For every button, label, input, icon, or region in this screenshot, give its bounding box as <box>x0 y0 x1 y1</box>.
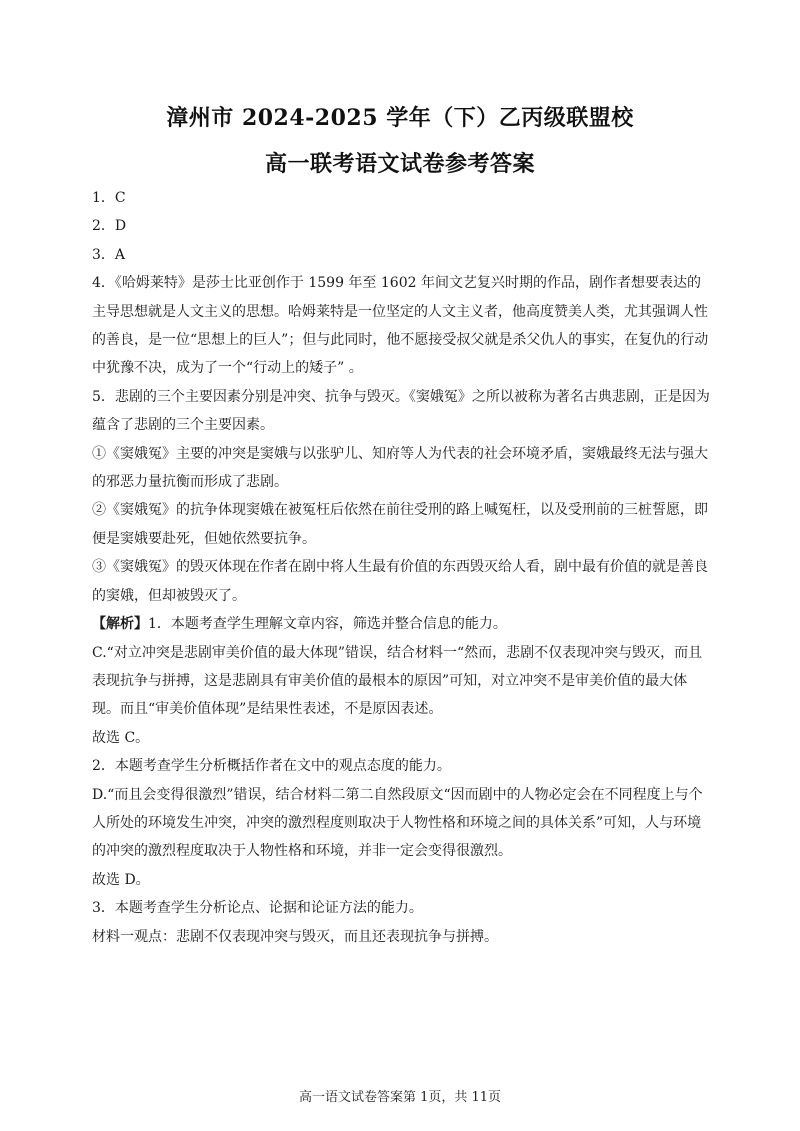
answer-4: 4．《哈姆莱特》是莎士比亚创作于 1599 年至 1602 年间文艺复兴时期的作品，剧作者想要表达的主导思想就是人文主义的思想。哈姆莱特是一位坚定的人文主义者，他高度赞美人类，尤其强调人性的善良，是一位“思想上的巨人”；但与此同时，他不愿接受叔父就是杀父仇人的事实，在复仇的行动中犹豫不决，成为了一个“行动上的矮子” 。 <box>92 275 709 377</box>
answer-3: 3．A <box>92 246 126 263</box>
analysis-1-heading <box>92 610 712 638</box>
analysis-3-heading: 3．本题考查学生分析论点、论据和论证方法的能力。 <box>92 900 423 917</box>
page-title-line1: 漳州市 2024-2025 学年（下）乙丙级联盟校 <box>166 105 634 131</box>
analysis-2-body: D.“而且会变得很激烈”错误，结合材料二第二自然段原文“因而剧中的人物必定会在不同程度上与个人所处的环境发生冲突，冲突的激烈程度则取决于人物性格和环境之间的具体关系”可知，人与环境的冲突的激烈程度取决于人物性格和环境，并非一定会变得很激烈。 <box>92 786 703 860</box>
analysis-3-body: 材料一观点：悲剧不仅表现冲突与毁灭，而且还表现抗争与拼搏。 <box>92 928 498 945</box>
answer-5-intro: 5．悲剧的三个主要因素分别是冲突、抗争与毁灭。《窦娥冤》之所以被称为著名古典悲剧，正是因为蕴含了悲剧的三个主要因素。 <box>92 388 710 434</box>
answer-5-point-2: ②《窦娥冤》的抗争体现窦娥在被冤枉后依然在前往受刑的路上喊冤枉，以及受刑前的三桩誓愿，即便是窦娥要赴死，但她依然要抗争。 <box>92 502 708 547</box>
answer-1: 1．C <box>92 190 126 206</box>
analysis-tag: 【解析】 <box>92 616 148 633</box>
analysis-2-heading: 2．本题考查学生分析概括作者在文中的观点态度的能力。 <box>92 758 451 775</box>
analysis-2-choice: 故选 D。 <box>92 871 150 888</box>
analysis-1-heading-text: 1．本题考查学生理解文章内容，筛选并整合信息的能力。 <box>148 616 507 633</box>
analysis-1-body: C.“对立冲突是悲剧审美价值的最大体现”错误，结合材料一“然而，悲剧不仅表现冲突与毁灭，而且表现抗争与拼搏，这是悲剧具有审美价值的最根本的原因”可知，对立冲突不是审美价值的最大体现。而且“审美价值体现”是结果性表述，不是原因表述。 <box>92 644 703 718</box>
answer-2: 2．D <box>92 218 127 235</box>
page-footer: 高一语文试卷答案第 1页，共 11页 <box>298 1090 502 1105</box>
page-title-line2: 高一联考语文试卷参考答案 <box>264 151 535 177</box>
analysis-1-choice: 故选 C。 <box>92 729 150 746</box>
answer-content <box>92 184 712 951</box>
answer-5-point-1: ①《窦娥冤》主要的冲突是窦娥与以张驴儿、知府等人为代表的社会环境矛盾，窦娥最终无法与强大的邪恶力量抗衡而形成了悲剧。 <box>92 445 708 491</box>
answer-5-point-3: ③《窦娥冤》的毁灭体现在作者在剧中将人生最有价值的东西毁灭给人看，剧中最有价值的就是善良的窦娥，但却被毁灭了。 <box>92 559 708 604</box>
